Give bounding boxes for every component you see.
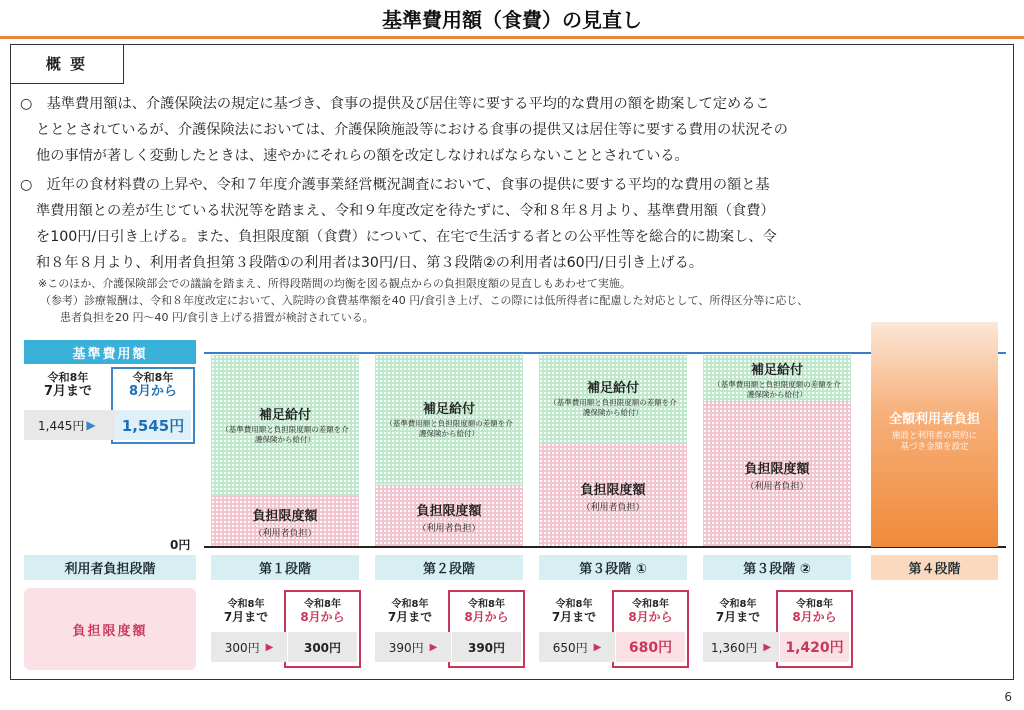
arrow-icon: ▶ bbox=[429, 641, 438, 653]
after-date bbox=[778, 598, 851, 624]
limit-segment bbox=[703, 401, 851, 546]
value-text: 650円 bbox=[552, 640, 588, 655]
paragraph-2-line: 和８年８月より、利用者負担第３段階①の利用者は30円/日、第３段階②の利用者は60円/日引き上げる。 bbox=[36, 255, 703, 271]
before-value bbox=[703, 632, 779, 662]
full-pay-text bbox=[871, 408, 998, 453]
subsidy-title: 補足給付 bbox=[422, 402, 475, 417]
note-reference: （参考）診療報酬は、令和８年度改定において、入院時の食費基準額を40 円/食引き上げ、この際には低所得者に配慮した対応として、所得区分等に応じ、 bbox=[40, 294, 809, 307]
date-month: 8月から bbox=[464, 610, 509, 624]
before-date bbox=[375, 598, 445, 624]
after-date bbox=[286, 598, 359, 624]
standard-cost-header: 基準費用額 bbox=[24, 340, 196, 364]
arrow-icon: ▶ bbox=[593, 641, 602, 653]
before-date bbox=[703, 598, 773, 624]
page-number: 6 bbox=[1004, 690, 1012, 704]
paragraph-2 bbox=[20, 172, 1005, 276]
subsidy-text bbox=[549, 377, 677, 418]
limit-text bbox=[381, 500, 517, 534]
arrow-icon: ▶ bbox=[265, 641, 274, 653]
after-date bbox=[614, 598, 687, 624]
limit-segment bbox=[211, 496, 359, 546]
date-year: 令和8年 bbox=[47, 371, 89, 384]
date-month: 8月から bbox=[300, 610, 345, 624]
subsidy-text bbox=[713, 359, 841, 400]
before-value bbox=[211, 632, 287, 662]
stage-header: 第３段階 ② bbox=[703, 555, 851, 580]
subsidy-title: 補足給付 bbox=[586, 381, 639, 396]
date-year: 令和8年 bbox=[719, 599, 757, 610]
full-pay-sub: 施設と利用者の契約に基づき金額を設定 bbox=[891, 431, 977, 452]
paragraph-1 bbox=[20, 91, 1005, 169]
stage-header: 第２段階 bbox=[375, 555, 523, 580]
date-year: 令和8年 bbox=[227, 599, 265, 610]
value-text: 300円 bbox=[224, 640, 260, 655]
date-year: 令和8年 bbox=[796, 599, 833, 610]
note-other: ※このほか、介護保険部会での議論を踏まえ、所得段階間の均衡を図る観点からの負担限度額の見直しもあわせて実施。 bbox=[38, 277, 631, 290]
limit-sub: （利用者負担） bbox=[745, 481, 809, 492]
date-month: 7月まで bbox=[223, 610, 269, 624]
date-month: 7月まで bbox=[387, 610, 433, 624]
paragraph-2-line: ○ 近年の食材料費の上昇や、令和７年度介護事業経営概況調査において、食事の提供に要する平均的な費用の額と基 bbox=[20, 177, 770, 193]
date-month: 8月から bbox=[792, 610, 837, 624]
before-value bbox=[539, 632, 615, 662]
subsidy-title: 補足給付 bbox=[258, 407, 311, 423]
arrow-icon: ▶ bbox=[763, 641, 772, 653]
subsidy-segment bbox=[375, 355, 523, 485]
subsidy-text bbox=[221, 404, 349, 445]
subsidy-segment bbox=[703, 355, 851, 401]
value-text: 1,445円 bbox=[38, 418, 85, 433]
date-year: 令和8年 bbox=[468, 599, 505, 610]
full-pay-bar bbox=[871, 322, 998, 547]
date-year: 令和8年 bbox=[132, 371, 174, 384]
date-month: 8月から bbox=[628, 610, 673, 624]
limit-title: 負担限度額 bbox=[580, 482, 646, 498]
page-title: 基準費用額（食費）の見直し bbox=[382, 8, 642, 32]
standard-after-value: 1,545円 bbox=[115, 410, 191, 440]
stage-header: 第１段階 bbox=[211, 555, 359, 580]
subsidy-sub: （基準費用額と負担限度額の差額を介護保険から給付） bbox=[385, 419, 513, 438]
date-month: 7月まで bbox=[43, 384, 93, 399]
after-value: 390円 bbox=[452, 632, 521, 662]
limit-title: 負担限度額 bbox=[416, 503, 482, 519]
note-reference-cont: 患者負担を20 円〜40 円/食引き上げる措置が検討されている。 bbox=[60, 311, 374, 324]
title-rule bbox=[0, 36, 1024, 39]
date-year: 令和8年 bbox=[555, 599, 593, 610]
limit-text bbox=[545, 479, 681, 513]
subsidy-text bbox=[385, 398, 513, 439]
subsidy-sub: （基準費用額と負担限度額の差額を介護保険から給付） bbox=[549, 398, 677, 417]
standard-before-value bbox=[24, 410, 116, 440]
before-date bbox=[539, 598, 609, 624]
limit-sub: （利用者負担） bbox=[417, 523, 481, 534]
date-year: 令和8年 bbox=[304, 599, 341, 610]
stage-header: 第３段階 ① bbox=[539, 555, 687, 580]
limit-title: 負担限度額 bbox=[252, 509, 318, 524]
date-month: 7月まで bbox=[715, 610, 761, 624]
paragraph-1-line: とととされているが、介護保険法においては、介護保険施設等における食事の提供又は居住等に要する費用の状況その bbox=[36, 122, 788, 138]
paragraph-1-line: ○ 基準費用額は、介護保険法の規定に基づき、食事の提供及び居住等に要する平均的な費用の額を勘案して定めるこ bbox=[20, 96, 770, 112]
subsidy-sub: （基準費用額と負担限度額の差額を介護保険から給付） bbox=[221, 424, 349, 444]
stage-header: 第４段階 bbox=[871, 555, 998, 580]
limit-title: 負担限度額 bbox=[744, 461, 810, 477]
overview-tab: 概 要 bbox=[10, 44, 124, 84]
date-year: 令和8年 bbox=[391, 599, 429, 610]
after-value: 300円 bbox=[288, 632, 357, 662]
limit-sub: （利用者負担） bbox=[581, 502, 645, 513]
date-month: 7月まで bbox=[551, 610, 597, 624]
limit-text bbox=[709, 458, 845, 492]
zero-label: 0円 bbox=[170, 538, 191, 552]
subsidy-segment bbox=[539, 355, 687, 443]
limit-segment bbox=[539, 443, 687, 546]
subsidy-segment bbox=[211, 355, 359, 496]
before-value bbox=[375, 632, 451, 662]
paragraph-1-line: 他の事情が著しく変動したときは、速やかにそれらの額を改定しなければならないこととされている。 bbox=[36, 148, 689, 164]
full-pay-title: 全額利用者負担 bbox=[888, 412, 980, 427]
after-value: 680円 bbox=[616, 632, 685, 662]
limit-row-label: 負担限度額 bbox=[24, 588, 196, 670]
limit-text bbox=[217, 505, 353, 539]
stage-row-label: 利用者負担段階 bbox=[24, 555, 196, 580]
limit-segment bbox=[375, 485, 523, 546]
value-text: 1,360円 bbox=[710, 640, 758, 655]
subsidy-sub: （基準費用額と負担限度額の差額を介護保険から給付） bbox=[713, 380, 841, 399]
date-year: 令和8年 bbox=[632, 599, 669, 610]
standard-after-date bbox=[113, 371, 193, 399]
subsidy-title: 補足給付 bbox=[750, 363, 803, 378]
value-text: 390円 bbox=[388, 640, 424, 655]
date-month: 8月から bbox=[128, 384, 178, 399]
standard-before-date bbox=[30, 371, 106, 399]
limit-sub: （利用者負担） bbox=[253, 529, 317, 539]
arrow-icon: ▶ bbox=[86, 418, 96, 432]
after-date bbox=[450, 598, 523, 624]
after-value: 1,420円 bbox=[780, 632, 849, 662]
before-date bbox=[211, 598, 281, 624]
paragraph-2-line: を100円/日引き上げる。また、負担限度額（食費）について、在宅で生活する者との公平性等を総合的に勘案し、令 bbox=[36, 229, 777, 245]
paragraph-2-line: 準費用額との差が生じている状況等を踏まえ、令和９年度改定を待たずに、令和８年８月より、基準費用額（食費） bbox=[36, 203, 775, 219]
